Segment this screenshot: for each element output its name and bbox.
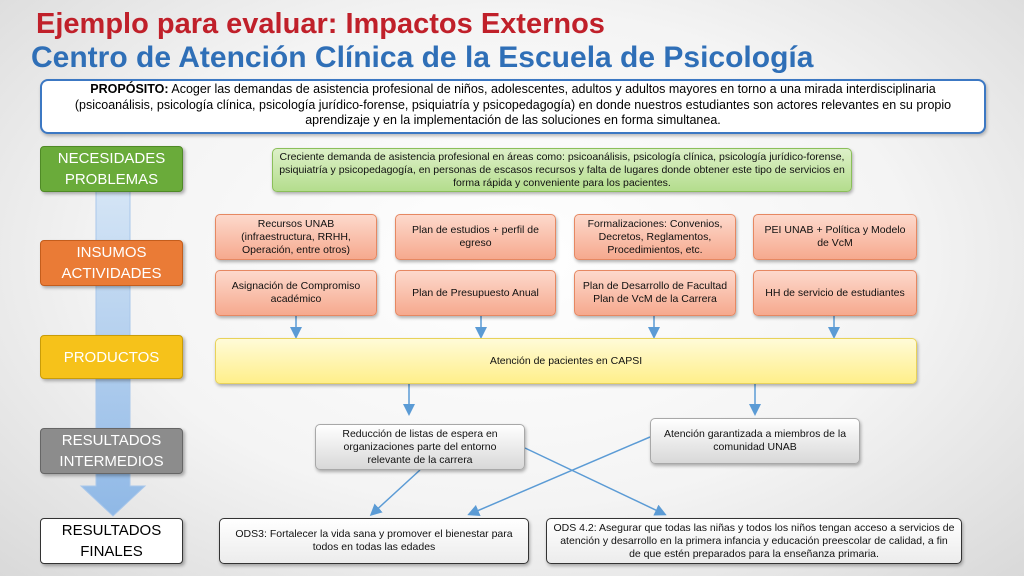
input-formalizaciones: Formalizaciones: Convenios, Decretos, Reglamentos, Procedimientos, etc. xyxy=(574,214,736,260)
stage-necesidades: NECESIDADES PROBLEMAS xyxy=(40,146,183,192)
intermediate-reduccion: Reducción de listas de espera en organizaciones parte del entorno relevante de la carrera xyxy=(315,424,525,470)
final-ods3: ODS3: Fortalecer la vida sana y promover el bienestar para todos en todas las edades xyxy=(219,518,529,564)
input-pei: PEI UNAB + Política y Modelo de VcM xyxy=(753,214,917,260)
purpose-box xyxy=(40,79,986,134)
input-plan-estudios: Plan de estudios + perfil de egreso xyxy=(395,214,556,260)
final-ods42: ODS 4.2: Asegurar que todas las niñas y todos los niños tengan acceso a servicios de atención y desarrollo en la primera infancia y educación preescolar de calidad, a fin de que estén preparados para la enseñanza primaria. xyxy=(546,518,962,564)
stage-insumos: INSUMOS ACTIVIDADES xyxy=(40,240,183,286)
input-hh-servicio: HH de servicio de estudiantes xyxy=(753,270,917,316)
need-box: Creciente demanda de asistencia profesional en áreas como: psicoanálisis, psicología clínica, psicología jurídico-forense, psiquiatría y psicopedagogía, en personas de escasos recursos y falta de lugares donde obtener este tipo de servicios en forma rápida y conveniente para los pacientes. xyxy=(272,148,852,192)
stage-intermedios: RESULTADOS INTERMEDIOS xyxy=(40,428,183,474)
page-subtitle: Centro de Atención Clínica de la Escuela de Psicología xyxy=(31,41,814,74)
product-box: Atención de pacientes en CAPSI xyxy=(215,338,917,384)
purpose-label: PROPÓSITO: xyxy=(90,82,169,96)
intermediate-atencion: Atención garantizada a miembros de la comunidad UNAB xyxy=(650,418,860,464)
stage-productos: PRODUCTOS xyxy=(40,335,183,379)
page-title: Ejemplo para evaluar: Impactos Externos xyxy=(36,8,605,40)
input-compromiso: Asignación de Compromiso académico xyxy=(215,270,377,316)
purpose-text: Acoger las demandas de asistencia profesional de niños, adolescentes, adultos y adultos mayores en torno a una mirada interdisciplinaria (psicoanálisis, psicología clínica, psicología jurídico-forense, psiquiatría y psicopedagogía) en donde nuestros estudiantes son actores relevantes en su propio aprendizaje y en la implementación de las soluciones en forma simultanea. xyxy=(74,82,952,127)
input-recursos: Recursos UNAB (infraestructura, RRHH, Operación, entre otros) xyxy=(215,214,377,260)
input-plan-desarrollo: Plan de Desarrollo de Facultad Plan de VcM de la Carrera xyxy=(574,270,736,316)
stage-finales: RESULTADOS FINALES xyxy=(40,518,183,564)
arrow-inter-1-final-1 xyxy=(372,470,420,514)
input-presupuesto: Plan de Presupuesto Anual xyxy=(395,270,556,316)
